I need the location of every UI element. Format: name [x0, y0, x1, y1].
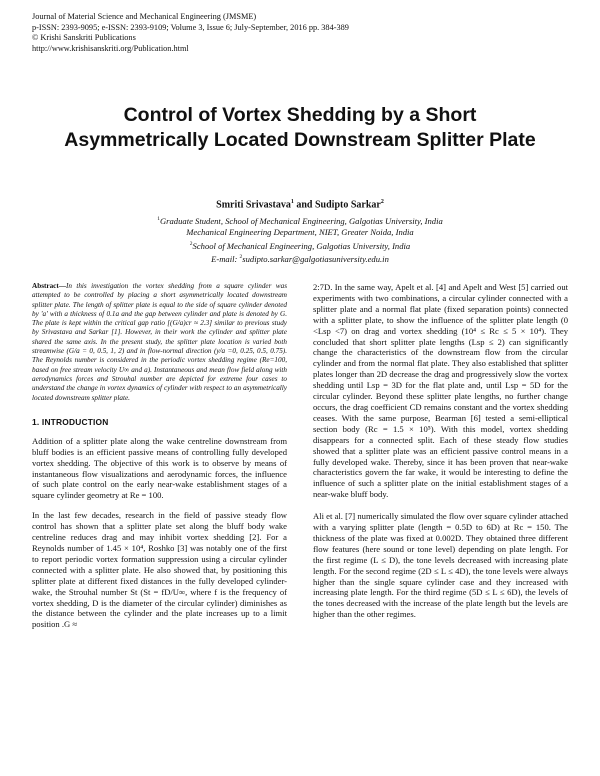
abstract [32, 282, 287, 403]
affiliation-1b: Mechanical Engineering Department, NIET, Greater Noida, India [186, 227, 414, 238]
author-1-sup: 1 [290, 199, 294, 205]
authors [0, 199, 600, 210]
paper-title: Control of Vortex Shedding by a Short Asymmetrically Located Downstream Splitter Plate [64, 104, 536, 151]
email-label: E-mail: [211, 253, 240, 264]
email-sup: 2 [239, 253, 243, 260]
affiliation-2-sup: 2 [189, 240, 193, 247]
right-column [313, 282, 568, 631]
journal-header [32, 12, 572, 54]
affiliation-2 [60, 239, 540, 252]
right-paragraph-1: 2:7D. In the same way, Apelt et al. [4] and Apelt and West [5] carried out experiments with two combinations, a circular cylinder connected with a splitter plate and a normal flat plate (fixed separation points) connected with a splitter plate, to show the influence of the splitter plate length (0 <Lsp <7) on drag and vortex shedding (10⁴ ≤ Rc ≤ 5 × 10⁴). They concluded that short splitter plate lengths (Lsp ≤ 2) can significantly change the characteristics of the downstream flow from the circular cylinder and from the normal flat plate. They also established that splitter plates longer than 2D decrease the drag and progressively slow the vortex shedding until Lsp = 3D for the flat plate and, until Lsp = 5D for the circular cylinder. Beyond these splitter plate lengths, no further change occurs, the drag coefficient CD remains constant and the vortex shedding ceases. With the same purpose, Bearman [6] tested a semi-elliptical section body (Rc = 1.5 × 10⁵). With this model, vortex shedding disappears for a connected split. Each of these steady flow studies showed that a splitter plate was an efficient passive control means in a fully developed wake. Thereby, since it has been proven that near-wake characteristics govern the far wake, it would be interesting to define the influence of such a splitter plate on the initial establishment stages of a near-wake bluff body. [313, 282, 568, 500]
journal-name: Journal of Material Science and Mechanical Engineering (JMSME) [32, 12, 257, 21]
author-2-sup: 2 [380, 199, 384, 205]
abstract-text: In this investigation the vortex shedding from a square cylinder was attempted to be controlled by placing a short asymmetrically located downstream splitter plate. The length of splitter plate is equal to the side of square cylinder denoted by 'a' with a thickness of 0.1a and the gap between cylinder and plate is denoted by G. The plate is kept within the critical gap ratio [(G/a)cr ≈ 2.3] similar to previous study by Srivastava and Sarkar [1]. However, in their work the cylinder and splitter plate shared the same axis. In the present study, the splitter plate location is varied both streamwise (G/a = 0, 0.5, 1, 2) and in flow-normal direction (y/a =0, 0.25, 0.5, 0.75). The Reynolds number is considered in the periodic vortex shedding regime (Re=100, based on free stream velocity U∞ and a). Instantaneous and mean flow field along with aerodynamics forces and Strouhal number are depicted for extreme four cases to understand the change in vortex dynamics of cylinder with respect to an asymmetrically located downstream splitter plate. [32, 282, 287, 402]
affiliations [60, 214, 540, 265]
abstract-lead: Abstract— [32, 282, 66, 290]
publisher: © Krishi Sanskriti Publications [32, 33, 136, 43]
intro-paragraph-1: Addition of a splitter plate along the wake centreline downstream from bluff bodies is an efficient passive means of controlling fully developed vortex shedding. The objective of this work is to observe by means of instantaneous flow visualizations and aerodynamic forces, the influence of such plate control on the early near-wake establishment stages of a square cylinder geometry at Re = 100. [32, 435, 287, 501]
affiliation-1-text: Graduate Student, School of Mechanical Engineering, Galgotias University, India [159, 215, 443, 226]
author-2: Sudipto Sarkar [314, 199, 381, 211]
journal-issn: p-ISSN: 2393-9095; e-ISSN: 2393-9109; Volume 3, Issue 6; July-September, 2016 pp. 384-389 [32, 22, 349, 32]
affiliation-2-text: School of Mechanical Engineering, Galgotias University, India [192, 240, 411, 251]
affiliation-1-sup: 1 [157, 216, 160, 222]
intro-paragraph-2: In the last few decades, research in the field of passive steady flow control has shown that a splitter plate set along the bluff body wake centreline reduces drag and may inhibit vortex shedding [2]. For a Reynolds number of 1.45 × 10⁴, Roshko [3] was notably one of the first to report periodic vortex formation suppression using a circular cylinder connected with a splitter plate. He also showed that, by positioning this splitter plate at different fixed distances in the fully developed cylinder-wake, the Strouhal number St (St = fD/U∞, where f is the frequency of vortex shedding, D is the diameter of the circular cylinder) diminishes as the distance between the cylinder and the plate increases up to a limit position .G ≈ [32, 510, 287, 630]
section-heading-introduction: 1. INTRODUCTION [32, 416, 109, 427]
left-column [32, 282, 287, 639]
affiliation-1 [60, 214, 540, 227]
author-1: Smriti Srivastava [216, 199, 291, 211]
publisher-url: http://www.krishisanskriti.org/Publication.html [32, 43, 189, 53]
author-separator: and [293, 199, 315, 211]
email-address: sudipto.sarkar@galgotiasuniversity.edu.in [242, 253, 389, 264]
author-email [60, 252, 540, 265]
right-paragraph-2: Ali et al. [7] numerically simulated the flow over square cylinder attached with a varying splitter plate (length = 0.5D to 6D) at Rc = 150. The thickness of the plate was fixed at 0.002D. They obtained three different flow features (here sound or tone level) depending on plate length. For the first regime (L ≤ D), the tone levels decreased with increasing plate length. For the second regime (2D ≤ L ≤ 4D), the tone levels were always higher than the single square cylinder case and they increased with increasing plate length. For the third regime (5D ≤ L ≤ 6D), the levels of the tones decreased with the increase of the plate length but the levels are higher than the other regimes. [313, 511, 568, 620]
